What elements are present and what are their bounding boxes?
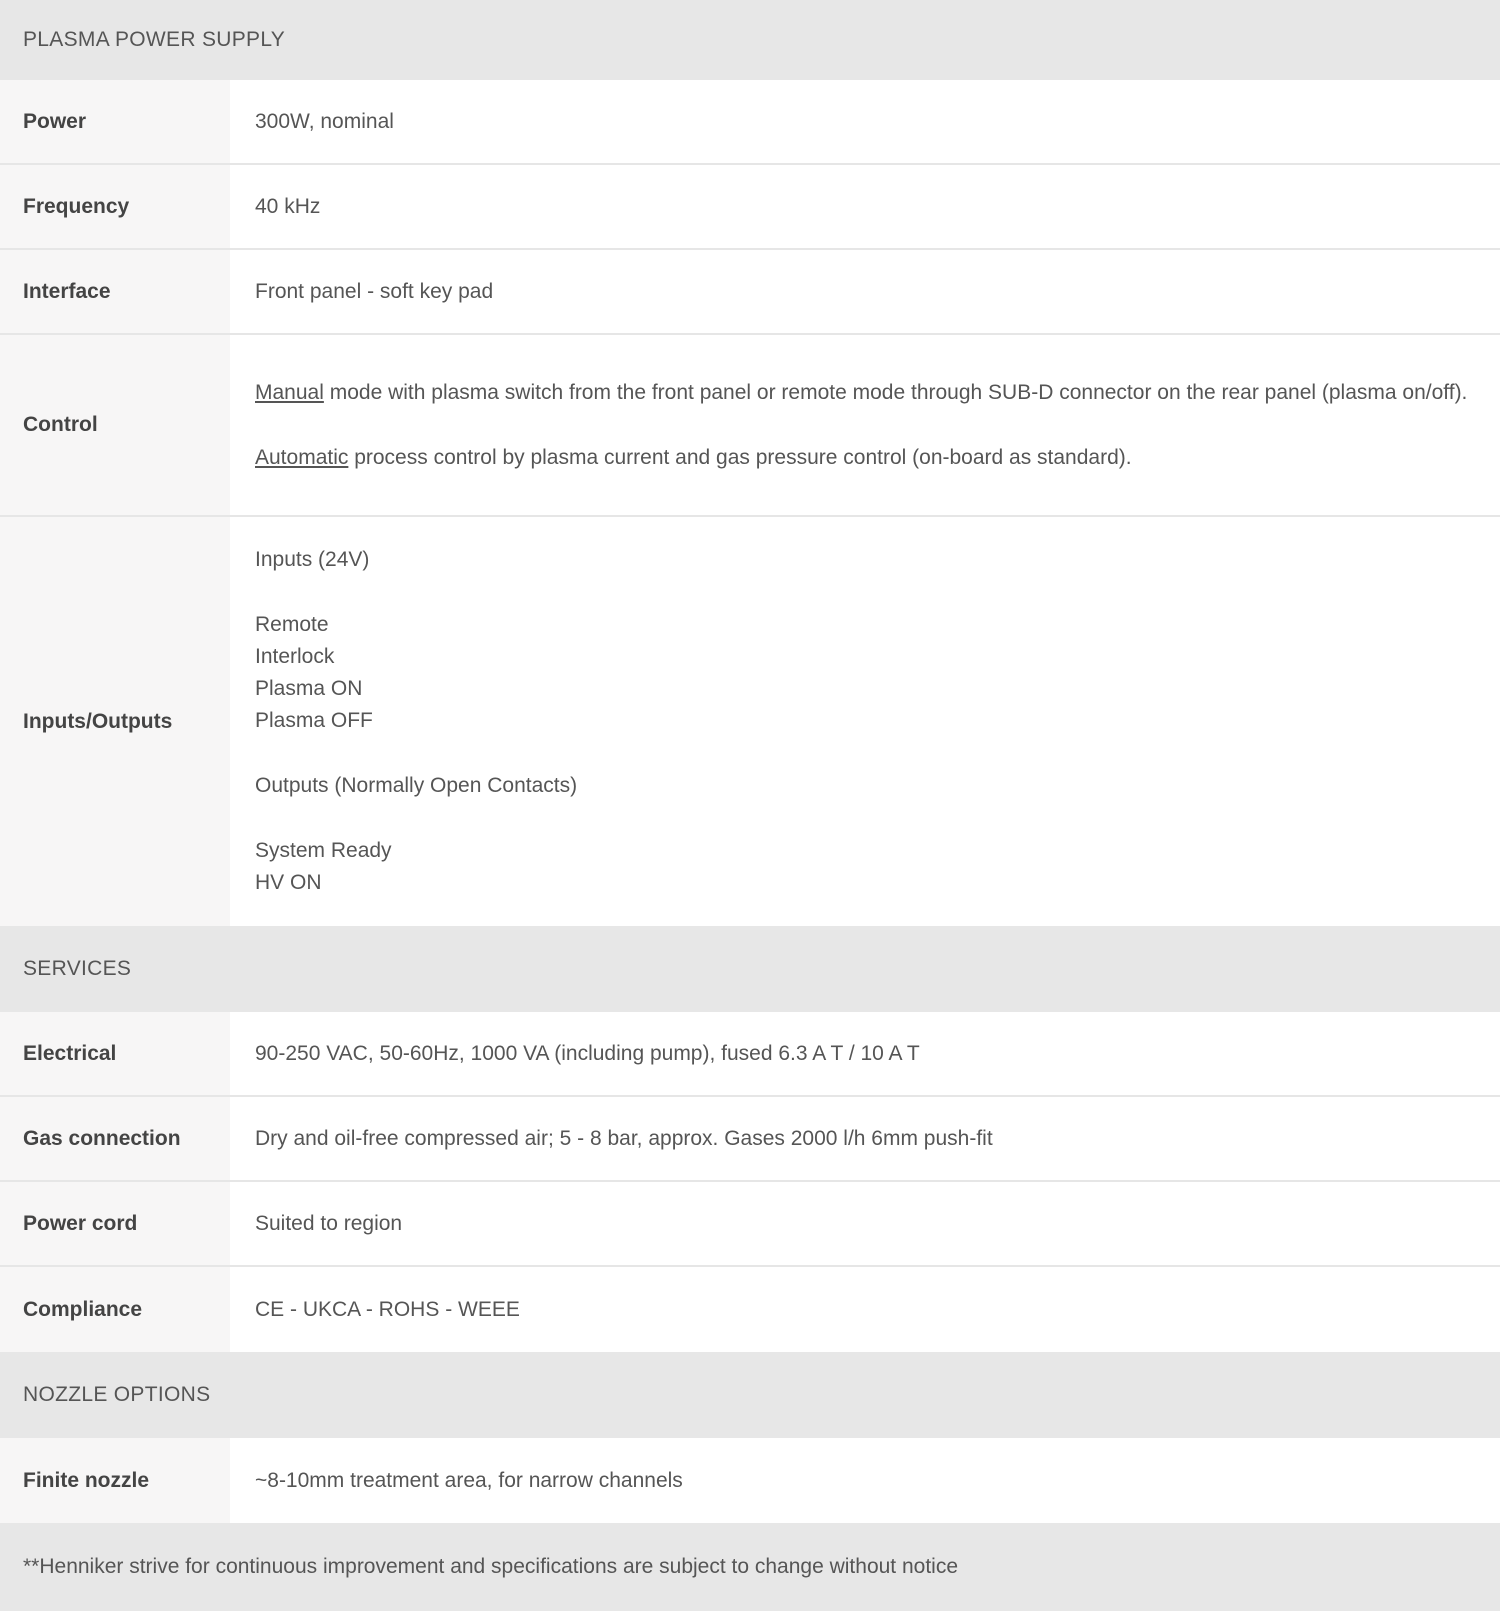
input-item: Plasma ON <box>255 677 363 700</box>
input-item: Interlock <box>255 645 335 668</box>
spec-label: Frequency <box>0 165 230 248</box>
spec-value <box>230 165 1500 248</box>
spec-value <box>230 1438 1500 1523</box>
spec-row-inputs-outputs <box>0 517 1500 926</box>
spec-value <box>230 1012 1500 1095</box>
disclaimer-text: **Henniker strive for continuous improvement and specifications are subject to change without notice <box>23 1555 959 1578</box>
spec-label: Finite nozzle <box>0 1438 230 1523</box>
spec-value-text: Dry and oil-free compressed air; 5 - 8 bar, approx. Gases 2000 l/h 6mm push-fit <box>255 1126 993 1150</box>
spec-row-interface <box>0 250 1500 335</box>
spec-value <box>230 517 1500 926</box>
spec-row-compliance <box>0 1267 1500 1352</box>
spec-label: Interface <box>0 250 230 333</box>
spec-value <box>230 1097 1500 1180</box>
spec-row-power-cord <box>0 1182 1500 1267</box>
spec-row-electrical <box>0 1012 1500 1097</box>
output-item: HV ON <box>255 871 322 894</box>
manual-link[interactable]: Manual <box>255 380 324 404</box>
spec-value <box>230 1182 1500 1265</box>
outputs-heading: Outputs (Normally Open Contacts) <box>255 774 578 797</box>
control-manual-text: mode with plasma switch from the front panel or remote mode through SUB-D connector on the rear panel (plasma on/off). <box>323 380 1468 404</box>
section-title: SERVICES <box>23 957 132 980</box>
output-item: System Ready <box>255 839 392 862</box>
input-item: Remote <box>255 613 329 636</box>
spec-row-power <box>0 80 1500 165</box>
inputs-heading: Inputs (24V) <box>255 548 370 571</box>
spec-value-text: CE - UKCA - ROHS - WEEE <box>255 1297 520 1321</box>
section-title: PLASMA POWER SUPPLY <box>23 28 286 51</box>
control-automatic-paragraph <box>255 442 1470 474</box>
control-automatic-text: process control by plasma current and gas pressure control (on-board as standard). <box>348 445 1132 469</box>
spec-label: Compliance <box>0 1267 230 1352</box>
input-item: Plasma OFF <box>255 709 373 732</box>
spec-row-finite-nozzle <box>0 1438 1500 1523</box>
spec-value <box>230 250 1500 333</box>
spec-value-text: 300W, nominal <box>255 109 394 133</box>
spec-value-text: 90-250 VAC, 50-60Hz, 1000 VA (including pump), fused 6.3 A T / 10 A T <box>255 1041 920 1065</box>
spec-label: Electrical <box>0 1012 230 1095</box>
section-header-plasma-power-supply <box>0 0 1500 80</box>
spec-row-frequency <box>0 165 1500 250</box>
spec-value <box>230 1267 1500 1352</box>
automatic-link[interactable]: Automatic <box>255 445 349 469</box>
spec-label: Power cord <box>0 1182 230 1265</box>
spec-value-text: Suited to region <box>255 1211 403 1235</box>
spec-value-text: 40 kHz <box>255 194 321 218</box>
section-header-nozzle-options <box>0 1352 1500 1438</box>
spec-value <box>230 335 1500 515</box>
section-header-services <box>0 926 1500 1012</box>
control-manual-paragraph <box>255 377 1470 409</box>
spec-row-control <box>0 335 1500 517</box>
spec-label: Gas connection <box>0 1097 230 1180</box>
section-title: NOZZLE OPTIONS <box>23 1383 211 1406</box>
disclaimer-note <box>0 1523 1500 1611</box>
spec-label: Control <box>0 335 230 515</box>
spec-value <box>230 80 1500 163</box>
spec-label: Power <box>0 80 230 163</box>
spec-value-text: ~8-10mm treatment area, for narrow channels <box>255 1468 683 1492</box>
spec-row-gas-connection <box>0 1097 1500 1182</box>
spec-value-text: Front panel - soft key pad <box>255 279 494 303</box>
spec-label: Inputs/Outputs <box>0 517 230 926</box>
